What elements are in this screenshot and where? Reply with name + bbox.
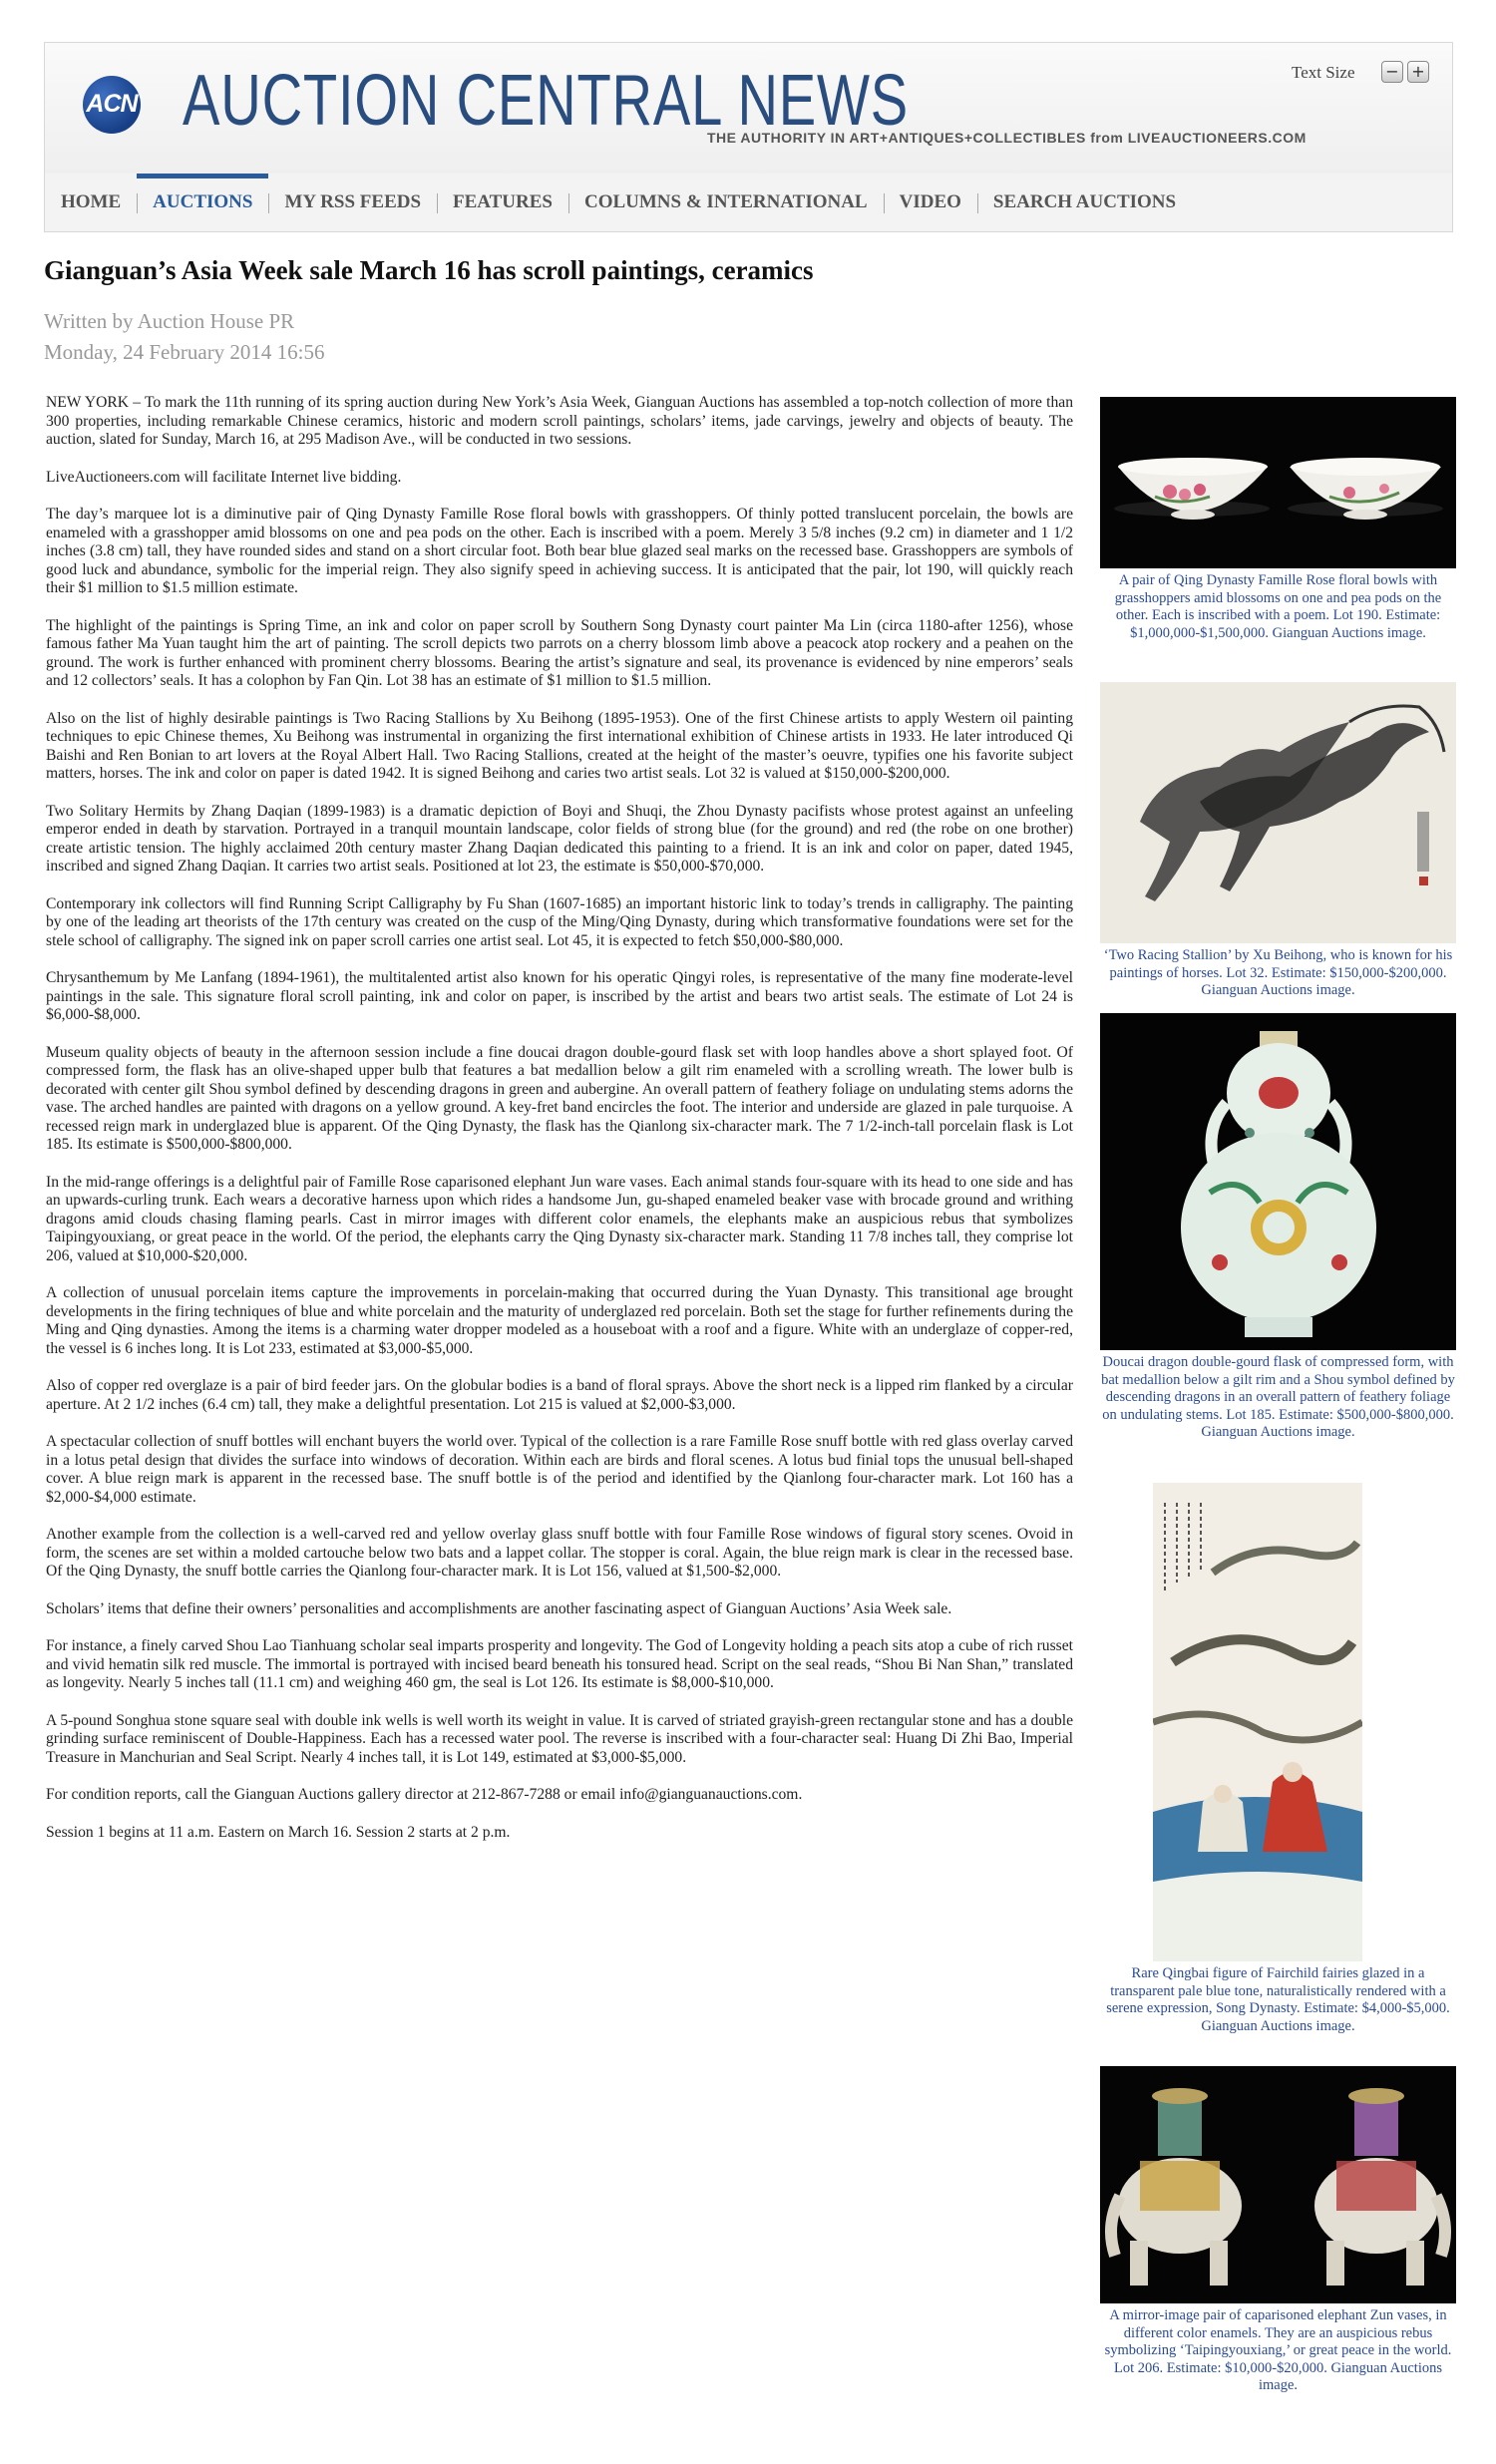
article-paragraph: In the mid-range offerings is a delightful pair of Famille Rose caparisoned elephant Jun ware vases. Each animal stands four-square with its head to one side and has an upwards-curling trunk. Each wears a decorative harness upon which rides a handsome Jun, gu-shaped enameled beaker vase with brocade ground and writhing dragons amid clouds chasing flaming pearls. Cast in mirror images with different color enamels, the elephants make an auspicious rebus that symbolizes Taipingyouxiang, or great peace in the world. Of the period, the elephants carry the Qing Dynasty six-character mark. Standing 11 7/8 inches tall, they comprise lot 206, valued at $10,000-$20,000. [46,1173,1073,1264]
figure-caption: A pair of Qing Dynasty Famille Rose floral bowls with grasshoppers amid blossoms on one and pea pods on the other. Each is inscribed with a poem. Lot 190. Estimate: $1,000,000-$1,500,000. Gianguan Auctions image. [1114,572,1442,641]
article-paragraph: Two Solitary Hermits by Zhang Daqian (1899-1983) is a dramatic depiction of Boyi and Shuqi, the Zhou Dynasty pacifists whose protest against an unfeeling emperor ended in death by starvation. Portrayed in a tranquil mountain landscape, color fields of strong blue (for the ground) and red (the robe on one brother) create artistic tension. The highly acclaimed 20th century master Zhang Daqian dedicated this painting to a friend. It is an ink and color on paper, dated 1945, inscribed and signed Zhang Daqian. It carries two artist seals. Positioned at lot 23, the estimate is $50,000-$70,000. [46,802,1073,875]
article-paragraph: For condition reports, call the Gianguan Auctions gallery director at 212-867-7288 or email info@gianguanauctions.com. [46,1786,803,1803]
article-paragraph: The day’s marquee lot is a diminutive pair of Qing Dynasty Famille Rose floral bowls with grasshoppers. Of thinly potted translucent porcelain, the bowls are enameled with a grasshopper amid blossoms on one and pea pods on the other. Each is inscribed with a poem. Merely 3 5/8 inches (9.2 cm) in diameter and 1 1/2 inches (3.8 cm) tall, they have rounded sides and stand on a short circular foot. Both bear blue glazed seal marks on the recessed base. Grasshoppers are symbols of good luck and abundance, symbolic for the imperial reign. They also signify speed in achieving success. It is anticipated that the pair, lot 190, will quickly reach their $1 million to $1.5 million estimate. [46,506,1073,596]
site-tagline: THE AUTHORITY IN ART+ANTIQUES+COLLECTIBLES from LIVEAUCTIONEERS.COM [707,130,1307,146]
logo-initials: ACN [86,90,138,118]
doucai-flask-photo[interactable] [1100,1013,1456,1350]
article-paragraph: Another example from the collection is a well-carved red and yellow overlay glass snuff bottle with four Famille Rose windows of figural story scenes. Ovoid in form, the scenes are set within a molded cartouche below two bats and a lappet collar. The stopper is coral. Again, the blue reign mark is clear in the recessed base. Of the Qing Dynasty, the snuff bottle carries the Qianlong four-character mark. It is Lot 156, valued at $1,500-$2,000. [46,1526,1073,1580]
text-size-decrease-button[interactable]: − [1381,61,1403,83]
figure-caption: Doucai dragon double-gourd flask of compressed form, with bat medallion below a gilt rim and a Shou symbol defined by descending dragons in an overall pattern of feathery foliage on undulating stems. Lot 185. Estimate: $500,000-$800,000. Gianguan Auctions image. [1101,1354,1455,1440]
nav-search-auctions[interactable]: SEARCH AUCTIONS [977,174,1192,231]
nav-columns-international[interactable]: COLUMNS & INTERNATIONAL [568,174,884,231]
article-title: Gianguan’s Asia Week sale March 16 has scroll paintings, ceramics [44,255,814,285]
article-paragraph: A collection of unusual porcelain items capture the improvements in porcelain-making that occurred during the Yuan Dynasty. This transitional age brought developments in the firing techniques of blue and white porcelain and the maturity of underglazed red porcelain. Both set the stage for further refinements during the Ming and Qing dynasties. Among the items is a charming water dropper modeled as a houseboat with a roof and a figure. White with an underglaze of copper-red, the vessel is 6 inches long. It is Lot 233, estimated at $3,000-$5,000. [46,1284,1073,1357]
nav-home[interactable]: HOME [61,191,122,212]
nav-items [45,174,1192,231]
main-nav [44,174,1453,232]
article-paragraph: A 5-pound Songhua stone square seal with double ink wells is well worth its weight in value. It is carved of striated grayish-green rectangular stone and has a double grinding surface reminiscent of Double-Happiness. Each has a recessed water pool. The reverse is inscribed with a four-character seal: Huang Di Zhi Bao, Imperial Treasure in Manchurian and Seal Script. Nearly 4 inches tall, it is Lot 149, estimated at $3,000-$5,000. [46,1711,1073,1766]
qingbai-figure-painting[interactable] [1153,1483,1362,1961]
figure-bowls [1100,397,1456,642]
article-paragraph: Also on the list of highly desirable paintings is Two Racing Stallions by Xu Beihong (1895-1953). One of the first Chinese artists to apply Western oil painting techniques to epic Chinese themes, Xu Beihong was instrumental in organizing the first international exhibition of Chinese artists in 1933. He later introduced Qi Baishi and Ren Bonian to art lovers at the Royal Albert Hall. Two Racing Stallions, created at the height of the master’s oeuvre, typifies one his favorite subject matters, horses. The ink and color on paper is dated 1942. It is signed Beihong and caries two artist seals. Lot 32 is valued at $150,000-$200,000. [46,709,1073,782]
figure-stallions [1100,682,1456,1000]
figure-caption: ‘Two Racing Stallion’ by Xu Beihong, who is known for his paintings of horses. Lot 32. Estimate: $150,000-$200,000. Gianguan Auctions image. [1103,947,1453,998]
figure-qingbai [1100,1483,1456,2035]
article-paragraph: Contemporary ink collectors will find Running Script Calligraphy by Fu Shan (1607-1685) an important historic link to today’s trends in calligraphy. The painting by one of the leading art theorists of the 17th century was created on the cusp of the Ming/Qing Dynasty, during which transformative foundations were set for the stele school of calligraphy. The signed ink on paper scroll carries one artist seal. Lot 45, it is expected to fetch $50,000-$80,000. [46,894,1073,949]
article-paragraph: Also of copper red overglaze is a pair of bird feeder jars. On the globular bodies is a band of floral sprays. Above the short neck is a lipped rim flanked by a circular aperture. At 2 1/2 inches (6.4 cm) tall, they make a delightful presentation. Lot 215 is valued at $2,000-$3,000. [46,1377,1073,1413]
nav-video[interactable]: VIDEO [884,174,977,231]
article-paragraph: A spectacular collection of snuff bottles will enchant buyers the world over. Typical of the collection is a rare Famille Rose snuff bottle with red glass overlay carved in a lotus petal design that divides the surface into windows of decoration. Within each are birds and floral scenes. A lotus bud finial tops the unusual bell-shaped cover. A blue reign mark is apparent in the recessed base. The snuff bottle is of the period and identified by the Qianlong four-character mark. Lot 160 has a $2,000-$4,000 estimate. [46,1433,1073,1506]
text-size-label: Text Size [1292,63,1355,82]
article-paragraph: Session 1 begins at 11 a.m. Eastern on March 16. Session 2 starts at 2 p.m. [46,1823,511,1841]
article-paragraph: For instance, a finely carved Shou Lao Tianhuang scholar seal imparts prosperity and longevity. The God of Longevity holding a peach sits atop a cube of rich russet and vivid hematin silk red muscle. The immortal is portrayed with incised beard beneath his tonsured head. Script on the seal reads, “Shou Bi Nan Shan,” translated as longevity. Nearly 5 inches tall (11.1 cm) and weighing 460 gm, the seal is Lot 126. Its estimate is $8,000-$10,000. [46,1637,1073,1691]
article-paragraph: Scholars’ items that define their owners’ personalities and accomplishments are another fascinating aspect of Gianguan Auctions’ Asia Week sale. [46,1599,952,1617]
elephant-vases-photo[interactable] [1100,2066,1456,2303]
figure-caption: A mirror-image pair of caparisoned elephant Zun vases, in different color enamels. They are an auspicious rebus symbolizing ‘Taipingyouxiang,’ or great peace in the world. Lot 206. Estimate: $10,000-$20,000. Gianguan Auctions image. [1104,2307,1452,2393]
nav-auctions[interactable]: AUCTIONS [137,174,268,231]
figure-elephants [1100,2066,1456,2395]
article-paragraph: Museum quality objects of beauty in the afternoon session include a fine doucai dragon double-gourd flask set with loop handles above a short splayed foot. Of compressed form, the flask has an olive-shaped upper bulb that features a bat medallion below a gilt rim enameled with a scrolling wreath. The lower bulb is decorated with center gilt Shou symbol defined by descending dragons in green and aubergine. An overall pattern of feathery foliage on undulating stems adorns the vase. The arched handles are painted with dragons on a yellow ground. A key-fret band encircles the foot. The interior and underside are glazed in pale turquoise. A recessed reign mark in underglazed blue is apparent. Of the Qing Dynasty, the flask has the Qianlong six-character mark. The 7 1/2-inch-tall porcelain flask is Lot 185. Its estimate is $500,000-$800,000. [46,1043,1073,1153]
article-paragraph: LiveAuctioneers.com will facilitate Internet live bidding. [46,468,402,486]
article-paragraph: The highlight of the paintings is Spring Time, an ink and color on paper scroll by Southern Song Dynasty court painter Ma Lin (circa 1180-after 1256), whose famous father Ma Yuan taught him the art of painting. The scroll depicts two parrots on a cherry blossom limb above a peacock atop rockery and a peahen on the ground. The work is further enhanced with prominent cherry blossoms. Bearing the artist’s signature and seal, its provenance is evidenced by nine emperors’ seals and 12 collectors’ seals. It has a colophon by Fan Qin. Lot 38 has an estimate of $1 million to $1.5 million. [46,616,1073,689]
article-body [46,394,1073,1861]
article-paragraph: Chrysanthemum by Me Lanfang (1894-1961), the multitalented artist also known for his operatic Qingyi roles, is representative of the many fine moderate-level paintings in the sale. This signature floral scroll painting, ink and color on paper, is inscribed by the artist and bears two artist seals. The estimate of Lot 24 is $6,000-$8,000. [46,969,1073,1023]
site-title[interactable]: AUCTION CENTRAL NEWS [183,61,910,141]
nav-features[interactable]: FEATURES [437,174,568,231]
racing-stallions-painting[interactable] [1100,682,1456,943]
figure-caption: Rare Qingbai figure of Fairchild fairies glazed in a transparent pale blue tone, naturalistically rendered with a serene expression, Song Dynasty. Estimate: $4,000-$5,000. Gianguan Auctions image. [1106,1965,1450,2034]
figure-flask [1100,1013,1456,1442]
article-date: Monday, 24 February 2014 16:56 [44,340,325,364]
article-paragraph: NEW YORK – To mark the 11th running of its spring auction during New York’s Asia Week, Gianguan Auctions has assembled a top-notch collection of more than 300 properties, including remarkable Chinese ceramics, historic and modern scroll paintings, scholars’ items, jade carvings, jewelry and objects of beauty. The auction, slated for Sunday, March 16, at 295 Madison Ave., will be conducted in two sessions. [46,394,1073,448]
famille-rose-bowls-photo[interactable] [1100,397,1456,568]
nav-my-rss-feeds[interactable]: MY RSS FEEDS [268,174,437,231]
acn-logo[interactable] [83,76,141,134]
article-byline: Written by Auction House PR [44,309,295,333]
site-header [44,42,1453,175]
text-size-increase-button[interactable]: + [1407,61,1429,83]
